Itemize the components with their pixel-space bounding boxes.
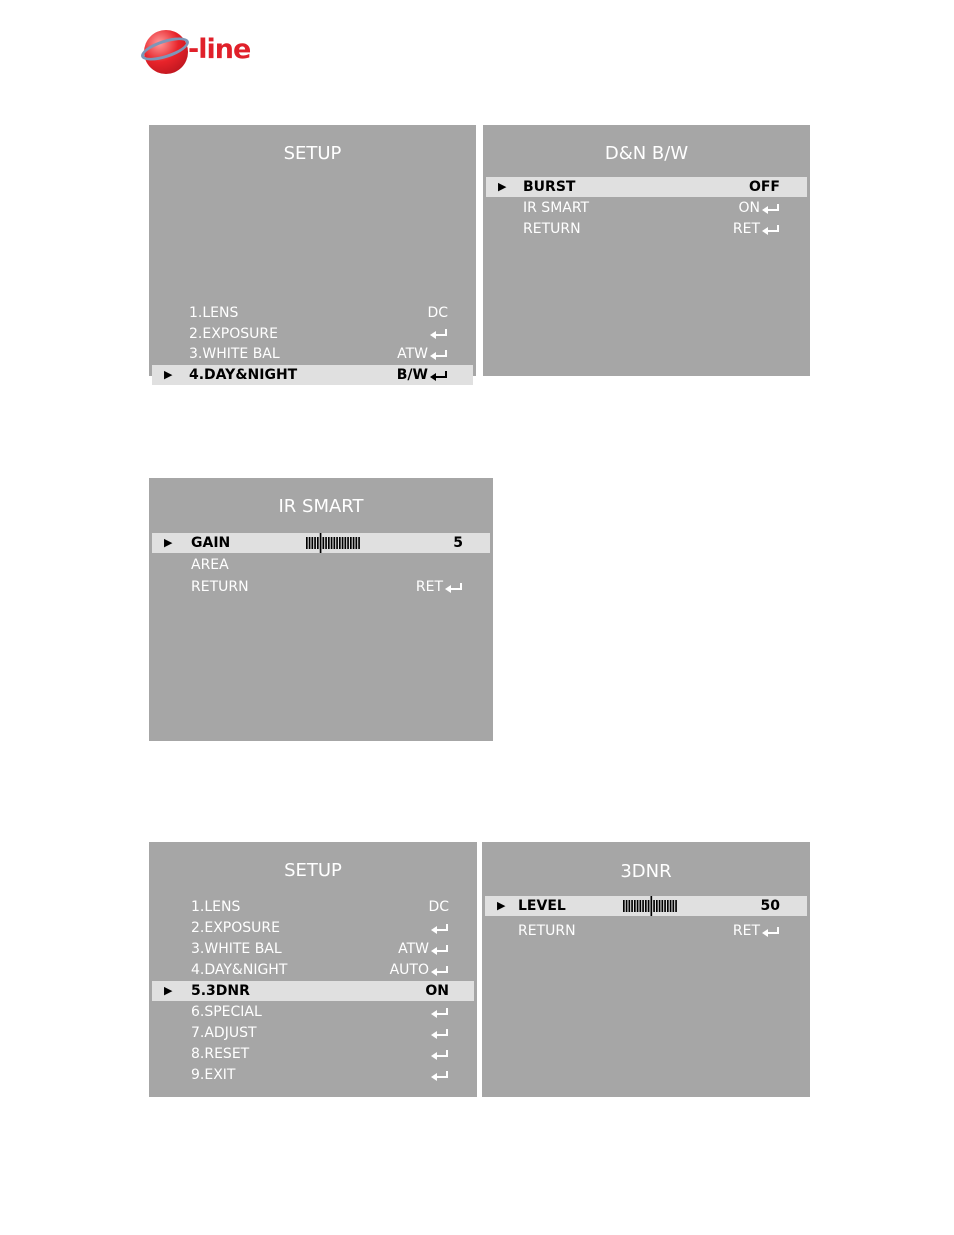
menu-item-value-text: B/W xyxy=(396,367,428,384)
menu-item-value-text: RET xyxy=(732,923,760,939)
menu-item-8-reset[interactable] xyxy=(152,448,473,468)
menu-item-value xyxy=(429,1044,449,1064)
menu-item-3-white-bal[interactable] xyxy=(152,939,474,959)
menu-item-value xyxy=(429,1023,449,1043)
menu-item-label: 7.ADJUST xyxy=(191,1025,257,1041)
enter-arrow-icon xyxy=(762,926,780,937)
slider-tick xyxy=(662,900,664,912)
menu-item-return[interactable] xyxy=(486,219,807,239)
enter-arrow-icon xyxy=(445,582,463,593)
slider-tick xyxy=(358,537,360,549)
setup-menu-panel xyxy=(149,125,476,466)
menu-item-value xyxy=(425,981,449,1001)
menu-item-label: 3.WHITE BAL xyxy=(189,346,280,363)
slider-tick xyxy=(317,537,319,549)
enter-arrow-icon xyxy=(430,432,448,443)
enter-arrow-icon xyxy=(430,390,448,401)
enter-arrow-icon xyxy=(431,1070,449,1081)
ir-smart-panel xyxy=(149,478,493,741)
menu-item-5-3dnr[interactable] xyxy=(152,386,473,406)
slider-thumb xyxy=(320,533,322,553)
menu-item-label: 2.EXPOSURE xyxy=(191,920,280,936)
menu-item-value xyxy=(428,324,448,344)
menu-item-value-text: RET xyxy=(415,579,443,595)
menu-item-gain[interactable] xyxy=(152,533,490,553)
menu-item-return[interactable] xyxy=(152,577,490,597)
menu-item-6-special[interactable] xyxy=(152,407,473,427)
menu-item-value xyxy=(428,448,448,468)
menu-item-label: RETURN xyxy=(518,923,576,939)
enter-arrow-icon xyxy=(430,411,448,422)
level-slider[interactable] xyxy=(623,899,678,913)
menu-item-3-white-bal[interactable] xyxy=(152,344,473,364)
menu-item-label: RETURN xyxy=(191,579,249,595)
menu-item-4-day-night[interactable] xyxy=(152,365,473,385)
menu-item-value xyxy=(427,303,448,323)
menu-item-label: BURST xyxy=(523,179,576,195)
slider-tick xyxy=(356,537,358,549)
menu-item-4-day-night[interactable] xyxy=(152,960,474,980)
menu-item-5-3dnr[interactable] xyxy=(152,981,474,1001)
slider-tick xyxy=(325,537,327,549)
slider-tick xyxy=(336,537,338,549)
day-night-bw-panel xyxy=(483,125,810,376)
menu-item-value xyxy=(429,1065,449,1085)
menu-item-label: LEVEL xyxy=(518,898,566,914)
menu-item-level[interactable] xyxy=(485,896,807,916)
menu-item-label: 1.LENS xyxy=(191,899,241,915)
slider-tick xyxy=(323,537,325,549)
enter-arrow-icon xyxy=(431,944,449,955)
menu-item-value-text: ATW xyxy=(397,346,428,363)
menu-item-value xyxy=(416,577,463,597)
menu-item-value xyxy=(429,918,449,938)
slider-tick xyxy=(648,900,650,912)
menu-item-value xyxy=(397,344,448,364)
slider-tick xyxy=(634,900,636,912)
menu-item-1-lens[interactable] xyxy=(152,303,473,323)
company-logo xyxy=(140,26,252,78)
slider-tick xyxy=(345,537,347,549)
slider-tick xyxy=(659,900,661,912)
menu-item-value xyxy=(428,407,448,427)
menu-item-value-text: 50 xyxy=(760,898,780,914)
panel-title: SETUP xyxy=(284,860,342,881)
menu-item-1-lens[interactable] xyxy=(152,897,474,917)
menu-item-value-text: 5 xyxy=(453,535,463,551)
menu-item-area[interactable] xyxy=(152,555,490,575)
menu-item-label: 3.WHITE BAL xyxy=(191,941,282,957)
menu-item-8-reset[interactable] xyxy=(152,1044,474,1064)
slider-tick xyxy=(642,900,644,912)
menu-item-value xyxy=(429,1002,449,1022)
menu-item-2-exposure[interactable] xyxy=(152,918,474,938)
menu-item-7-adjust[interactable] xyxy=(152,427,473,447)
logo-text: -line xyxy=(188,34,251,65)
menu-item-value-text: DC xyxy=(427,305,448,321)
menu-item-value xyxy=(453,533,463,553)
menu-item-value xyxy=(733,921,780,941)
setup-menu-panel-2 xyxy=(149,842,477,1097)
menu-item-label: 8.RESET xyxy=(189,449,248,466)
slider-tick xyxy=(675,900,677,912)
menu-item-value xyxy=(733,219,780,239)
menu-item-label: IR SMART xyxy=(523,200,590,216)
menu-item-value-text: DC xyxy=(428,899,449,915)
menu-item-value xyxy=(407,386,449,406)
slider-tick xyxy=(331,537,333,549)
menu-item-6-special[interactable] xyxy=(152,1002,474,1022)
menu-item-label: 2.EXPOSURE xyxy=(189,325,278,342)
menu-item-label: 8.RESET xyxy=(191,1046,250,1062)
enter-arrow-icon xyxy=(431,1028,449,1039)
menu-item-value xyxy=(428,427,448,447)
slider-tick xyxy=(640,900,642,912)
slider-tick xyxy=(350,537,352,549)
menu-item-label: 1.LENS xyxy=(189,305,239,321)
menu-item-value xyxy=(749,177,780,197)
3dnr-panel xyxy=(482,842,810,1097)
menu-item-label: 6.SPECIAL xyxy=(191,1004,262,1020)
slider-tick xyxy=(670,900,672,912)
enter-arrow-icon xyxy=(431,1007,449,1018)
menu-item-value xyxy=(739,198,781,218)
menu-item-value-text: OFF xyxy=(748,179,780,195)
menu-item-value xyxy=(398,939,449,959)
menu-item-value xyxy=(428,897,449,917)
menu-item-burst[interactable] xyxy=(486,177,807,197)
menu-item-value xyxy=(761,896,780,916)
menu-item-label: GAIN xyxy=(191,535,231,551)
enter-arrow-icon xyxy=(431,1049,449,1060)
slider-tick xyxy=(653,900,655,912)
slider-tick xyxy=(645,900,647,912)
slider-tick xyxy=(656,900,658,912)
menu-item-value-text: ON xyxy=(738,200,760,216)
menu-item-label: RETURN xyxy=(523,221,581,237)
slider-tick xyxy=(631,900,633,912)
menu-item-9-exit[interactable] xyxy=(152,1065,474,1085)
menu-item-7-adjust[interactable] xyxy=(152,1023,474,1043)
menu-item-label: 5.3DNR xyxy=(189,387,243,404)
menu-item-label: AREA xyxy=(191,557,229,573)
enter-arrow-icon xyxy=(430,452,448,463)
slider-tick xyxy=(629,900,631,912)
level-slider[interactable] xyxy=(306,536,361,550)
selection-pointer-icon: ▶ xyxy=(498,180,507,193)
selection-pointer-icon: ▶ xyxy=(164,536,173,549)
enter-arrow-icon xyxy=(430,370,448,381)
panel-title: IR SMART xyxy=(278,496,364,517)
panel-title: SETUP xyxy=(283,143,342,164)
slider-tick xyxy=(353,537,355,549)
enter-arrow-icon xyxy=(430,328,448,339)
menu-item-ir-smart[interactable] xyxy=(486,198,807,218)
slider-tick xyxy=(314,537,316,549)
slider-tick xyxy=(342,537,344,549)
enter-arrow-icon xyxy=(431,923,449,934)
menu-item-value xyxy=(390,960,449,980)
menu-item-value-text: RET xyxy=(732,221,760,237)
menu-item-value-text: AUTO xyxy=(389,962,429,978)
menu-item-label: 4.DAY&NIGHT xyxy=(189,367,298,384)
slider-tick xyxy=(347,537,349,549)
slider-tick xyxy=(626,900,628,912)
slider-tick xyxy=(623,900,625,912)
menu-item-value-text: ATW xyxy=(398,941,429,957)
menu-item-value xyxy=(397,365,448,385)
panel-title: D&N B/W xyxy=(604,143,689,164)
slider-tick xyxy=(339,537,341,549)
menu-item-return[interactable] xyxy=(485,921,807,941)
enter-arrow-icon xyxy=(762,224,780,235)
slider-tick xyxy=(667,900,669,912)
menu-item-value-text: ON xyxy=(406,387,428,404)
selection-pointer-icon: ▶ xyxy=(164,984,173,997)
slider-tick xyxy=(328,537,330,549)
menu-item-2-exposure[interactable] xyxy=(152,324,473,344)
menu-item-label: 9.EXIT xyxy=(191,1067,236,1083)
slider-tick xyxy=(334,537,336,549)
slider-thumb xyxy=(651,896,653,916)
slider-tick xyxy=(309,537,311,549)
menu-item-label: 4.DAY&NIGHT xyxy=(191,962,288,978)
panel-title: 3DNR xyxy=(620,861,672,882)
menu-item-label: 6.SPECIAL xyxy=(189,408,260,425)
slider-tick xyxy=(306,537,308,549)
selection-pointer-icon: ▶ xyxy=(497,899,506,912)
slider-tick xyxy=(673,900,675,912)
slider-tick xyxy=(312,537,314,549)
selection-pointer-icon: ▶ xyxy=(164,368,173,382)
menu-item-value-text: ON xyxy=(425,983,449,999)
slider-tick xyxy=(637,900,639,912)
enter-arrow-icon xyxy=(762,203,780,214)
slider-tick xyxy=(664,900,666,912)
menu-item-label: 7.ADJUST xyxy=(189,429,255,446)
enter-arrow-icon xyxy=(430,349,448,360)
enter-arrow-icon xyxy=(431,965,449,976)
menu-item-label: 5.3DNR xyxy=(191,983,250,999)
